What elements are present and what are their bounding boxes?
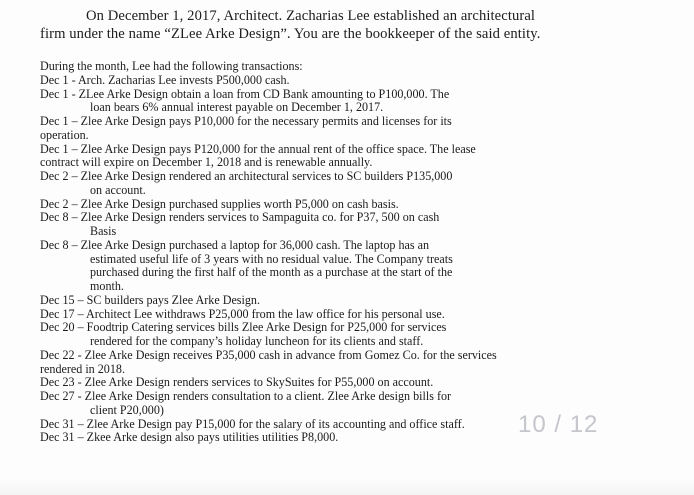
transaction-line: Dec 22 - Zlee Arke Design receives P35,000 cash in advance from Gomez Co. for the services xyxy=(40,347,497,362)
transaction-line: Dec 1 – Zlee Arke Design pays P120,000 for the annual rent of the office space. The lease xyxy=(40,141,476,156)
transaction-line: contract will expire on December 1, 2018 and is renewable annually. xyxy=(40,155,373,170)
transaction-line: Dec 27 - Zlee Arke Design renders consultation to a client. Zlee Arke design bills for xyxy=(40,389,452,403)
transaction-line: Dec 17 – Architect Lee withdraws P25,000 from the law office for his personal use. xyxy=(40,306,445,321)
transaction-line: estimated useful life of 3 years with no residual value. The Company treats xyxy=(90,251,453,266)
transaction-line: Dec 31 – Zlee Arke Design pay P15,000 for the salary of its accounting and office staff. xyxy=(40,416,465,431)
bottom-fade xyxy=(0,478,694,495)
transaction-line: Dec 20 – Foodtrip Catering services bills Zlee Arke Design for P25,000 for services xyxy=(40,320,447,335)
transaction-line: purchased during the first half of the month as a purchase at the start of the xyxy=(90,265,453,280)
transaction-line: month. xyxy=(90,279,124,293)
transaction-line: Dec 31 – Zkee Arke design also pays utilities utilities P8,000. xyxy=(40,430,339,445)
transaction-line: Dec 1 – Zlee Arke Design pays P10,000 for the necessary permits and licenses for its xyxy=(40,114,452,128)
transaction-line: Dec 1 - ZLee Arke Design obtain a loan from CD Bank amounting to P100,000. The xyxy=(40,86,450,101)
transaction-line: loan bears 6% annual interest payable on December 1, 2017. xyxy=(90,100,384,115)
transaction-line: rendered in 2018. xyxy=(40,361,125,376)
transaction-line: Dec 2 – Zlee Arke Design rendered an architectural services to SC builders P135,000 xyxy=(40,169,453,183)
transaction-line: client P20,000) xyxy=(90,402,164,417)
transaction-line: Basis xyxy=(90,224,117,238)
intro-paragraph xyxy=(40,7,640,43)
transaction-line: rendered for the company’s holiday luncheon for its clients and staff. xyxy=(90,334,424,348)
transaction-line: Dec 8 – Zlee Arke Design renders services to Sampaguita co. for P37, 500 on cash xyxy=(40,210,440,225)
page-counter-overlay: 10 / 12 xyxy=(518,411,599,438)
transaction-line: Dec 23 - Zlee Arke Design renders services to SkySuites for P55,000 on account. xyxy=(40,375,434,390)
transactions-list xyxy=(40,60,630,445)
transactions-header: During the month, Lee had the following transactions: xyxy=(40,59,303,73)
transaction-line: Dec 1 - Arch. Zacharias Lee invests P500,000 cash. xyxy=(40,72,290,87)
intro-line-1: On December 1, 2017, Architect. Zacharias Lee established an architectural xyxy=(86,8,536,24)
transaction-line: Dec 2 – Zlee Arke Design purchased supplies worth P5,000 on cash basis. xyxy=(40,196,399,211)
transaction-line: on account. xyxy=(90,182,146,197)
transaction-line: Dec 8 – Zlee Arke Design purchased a laptop for 36,000 cash. The laptop has an xyxy=(40,237,430,252)
intro-line-2: firm under the name “ZLee Arke Design”. You are the bookkeeper of the said entity. xyxy=(40,26,541,42)
transaction-line: operation. xyxy=(40,127,89,142)
transaction-line: Dec 15 – SC builders pays Zlee Arke Design. xyxy=(40,292,260,307)
